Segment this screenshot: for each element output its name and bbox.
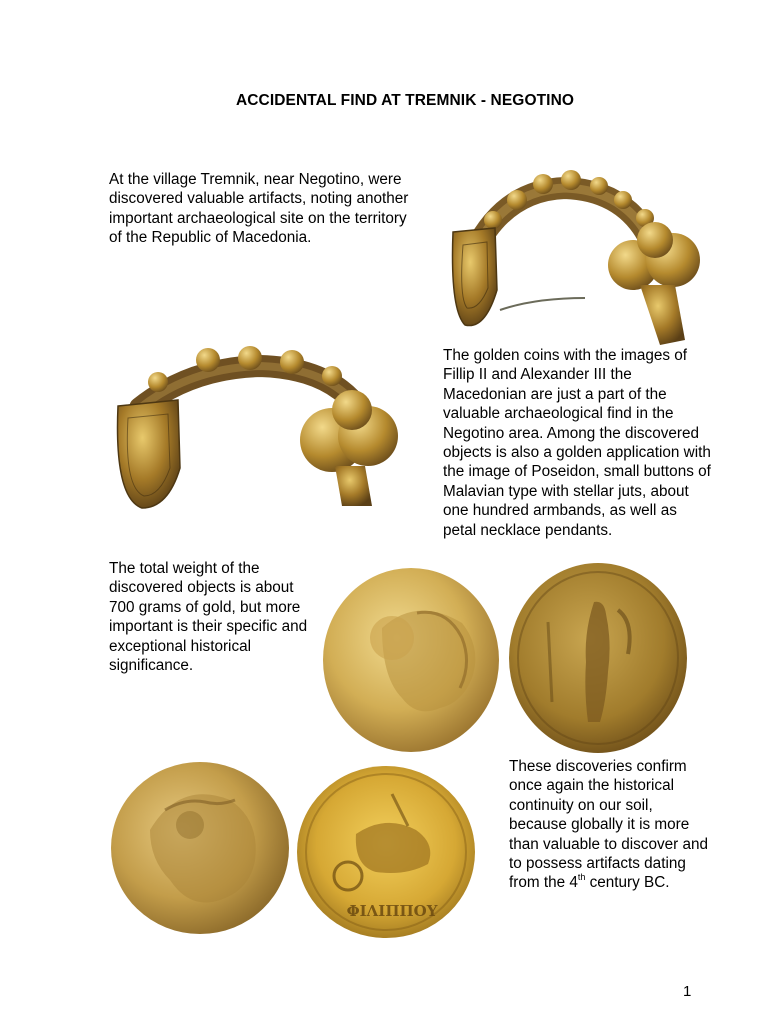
necklace-fragment-image-2: [110, 348, 405, 513]
ordinal-superscript: th: [577, 872, 586, 883]
page-title: ACCIDENTAL FIND AT TREMNIK - NEGOTINO: [235, 92, 575, 109]
conclusion-paragraph: [509, 757, 709, 893]
coin-standing-figure-image: [508, 562, 688, 754]
weight-paragraph: The total weight of the discovered objects is about 700 grams of gold, but more important is their specific and exceptional historical significance.: [109, 560, 308, 675]
conclusion-text: These discoveries confirm once again the historical continuity on our soil, because globally it is more than valuable to discover and to possess artifacts dating from the 4: [509, 758, 708, 892]
page-number: 1: [683, 983, 692, 1000]
coin-legend-text: ΦΙΛΙΠΠΟΥ: [346, 902, 438, 920]
coin-chariot-image: [296, 764, 476, 939]
coin-athena-head-image: [322, 568, 500, 753]
intro-paragraph: At the village Tremnik, near Negotino, were discovered valuable artifacts, noting another important archaeological site on the territory of the Republic of Macedonia.: [109, 171, 409, 247]
necklace-fragment-image-1: [445, 170, 705, 345]
coin-laureate-head-image: [110, 760, 290, 935]
conclusion-text-end: century BC.: [585, 874, 670, 892]
coins-description-paragraph: The golden coins with the images of Fillip II and Alexander III the Macedonian are just a part of the valuable archaeological find in the Negotino area. Among the discovered objects is also a golden application with the image of Poseidon, small buttons of Malavian type with stellar juts, about one hundred armbands, as well as petal necklace pendants.: [443, 347, 711, 539]
